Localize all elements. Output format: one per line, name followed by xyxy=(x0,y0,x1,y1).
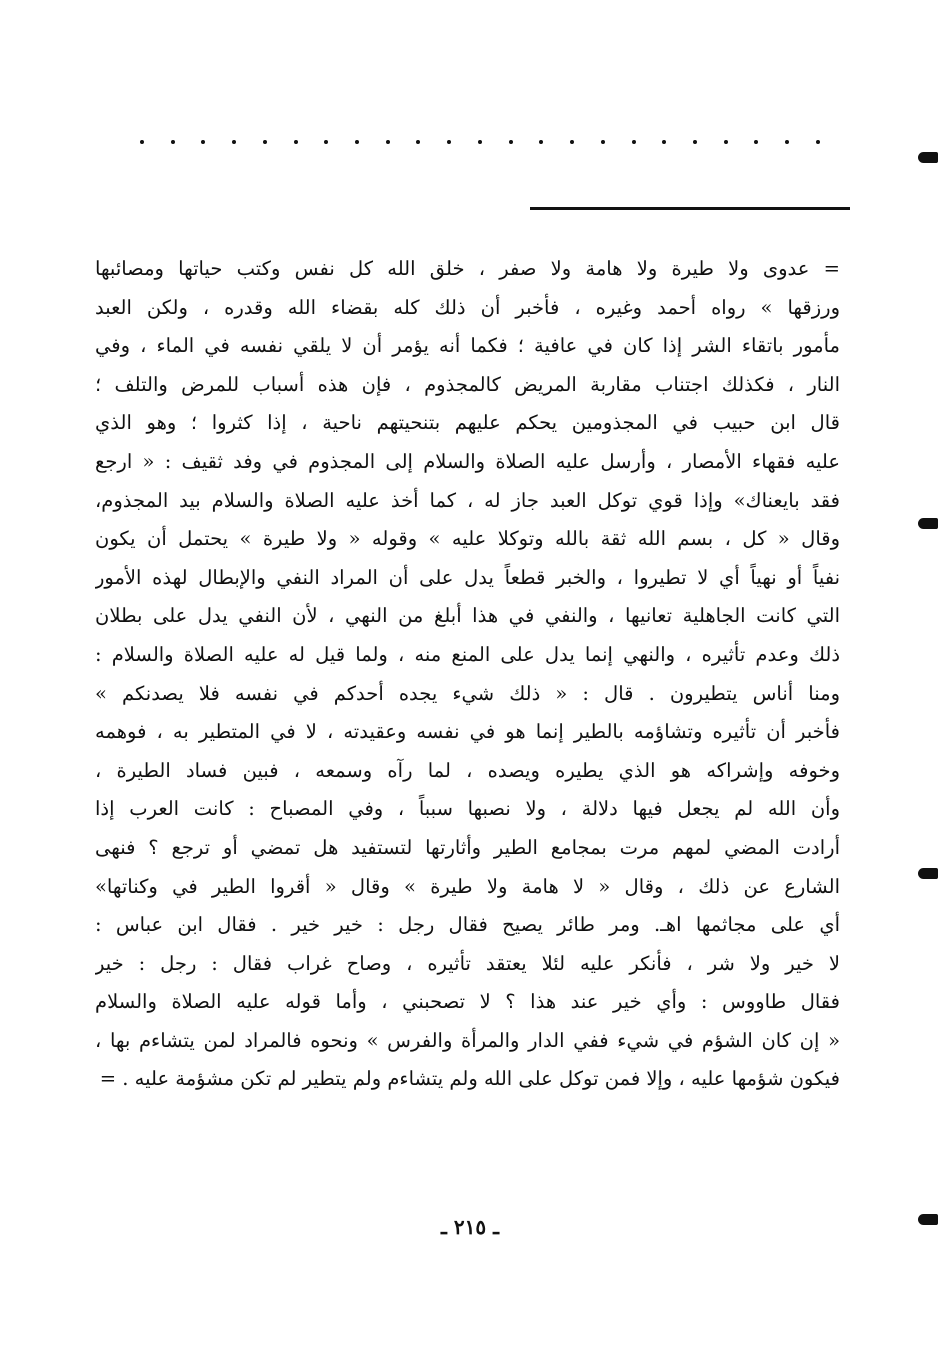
dot xyxy=(570,140,574,144)
text-line: عليه فقهاء الأمصار ، وأرسل عليه الصلاة والسلام إلى المجذوم في وفد ثقيف : « ارجع xyxy=(95,449,840,473)
text-line: فقد بايعناك» وإذا قوي توكل العبد جاز له ، كما أخذ عليه الصلاة والسلام بيد المجذوم، xyxy=(95,488,840,512)
page-number: ـ ٢١٥ ـ xyxy=(441,1215,499,1239)
dot xyxy=(447,140,451,144)
dot xyxy=(171,140,175,144)
dot xyxy=(232,140,236,144)
text-line: فيكون شؤمها عليه ، وإلا فمن توكل على الله ولم يتشاءم ولم يتطير لم تكن مشؤمة عليه . = xyxy=(99,1067,840,1091)
dot xyxy=(632,140,636,144)
dot xyxy=(601,140,605,144)
dot xyxy=(662,140,666,144)
text-line: مأمور باتقاء الشر إذا كان في عافية ؛ فكما أنه يؤمر أن لا يلقي نفسه في الماء ، وفي xyxy=(95,334,840,358)
dot xyxy=(509,140,513,144)
binding-mark xyxy=(918,152,938,163)
text-line: أي على مجاثمها اهـ. ومر طائر يصيح فقال رجل : خير خير . فقال ابن عباس : xyxy=(95,913,840,937)
text-line: قال ابن حبيب في المجذومين يحكم عليهم بتنحيتهم ناحية ، إذا كثروا ؛ وهو الذي xyxy=(95,411,840,435)
binding-mark xyxy=(918,868,938,879)
text-line: ومنا أناس يتطيرون . قال : « ذلك شيء يجده أحدكم في نفسه فلا يصدنكم » xyxy=(95,681,840,705)
text-line: وقال « كل ، بسم الله ثقة بالله وتوكلا عليه » وقوله « ولا طيرة » يحتمل أن يكون xyxy=(95,527,840,551)
text-line: لا خير ولا شر ، فأنكر عليه لئلا يعتقد تأثيره ، وصاح غراب فقال : رجل : خير xyxy=(95,951,840,975)
text-line: الشارع عن ذلك ، وقال « لا هامة ولا طيرة » وقال « أقروا الطير في وكناتها» xyxy=(95,874,840,898)
text-line: نفياً أو نهياً أي لا تطيروا ، والخبر قطعاً يدل على أن المراد النفي والإبطال لهذه الأمور xyxy=(95,565,840,589)
dot xyxy=(785,140,789,144)
text-line: النار ، فكذلك اجتناب مقاربة المريض كالمجذوم ، فإن هذه أسباب للمرض والتلف ؛ xyxy=(95,372,840,396)
dot xyxy=(263,140,267,144)
dot xyxy=(754,140,758,144)
binding-mark xyxy=(918,518,938,529)
dot xyxy=(724,140,728,144)
dot xyxy=(140,140,144,144)
dot xyxy=(478,140,482,144)
text-line: فقال طاووس : وأي خير عند هذا ؟ لا تصحبني ، وأما قوله عليه الصلاة والسلام xyxy=(95,990,840,1014)
dot xyxy=(539,140,543,144)
text-line: وخوفه وإشراكه هو الذي يطيره ويصده ، لما رآه وسمعه ، فبين فساد الطيرة ، xyxy=(95,758,840,782)
dotted-separator xyxy=(140,140,820,144)
dot xyxy=(294,140,298,144)
text-line: فأخبر أن تأثيره وتشاؤمه بالطير إنما هو في نفسه وعقيدته ، لا في المتطير به ، فوهمه xyxy=(95,720,840,744)
dot xyxy=(355,140,359,144)
dot xyxy=(201,140,205,144)
dot xyxy=(416,140,420,144)
text-line: = عدوى ولا طيرة ولا هامة ولا صفر ، خلق الله كل نفس وكتب حياتها ومصائبها xyxy=(95,257,840,280)
dot xyxy=(693,140,697,144)
text-line: التي كانت الجاهلية تعانيها ، والنفي في هذا أبلغ من النهي ، لأن النفي يدل على بطلان xyxy=(95,604,840,628)
text-line: وأن الله لم يجعل فيها دلالة ، ولا نصبها سبباً ، وفي المصباح : كانت العرب إذا xyxy=(95,797,840,821)
binding-mark xyxy=(918,1214,938,1225)
footnote-text xyxy=(95,250,840,1099)
footnote-rule xyxy=(530,207,850,210)
text-line: ورزقها » رواه أحمد وغيره ، فأخبر أن ذلك كله بقضاء الله وقدره ، ولكن العبد xyxy=(95,295,840,319)
dot xyxy=(324,140,328,144)
dot xyxy=(386,140,390,144)
text-line: ذلك وعدم تأثيره ، والنهي إنما يدل على المنع منه ، ولما قيل له عليه الصلاة والسلام : xyxy=(95,642,840,666)
dot xyxy=(816,140,820,144)
text-line: أرادت المضي لمهم مرت بمجامع الطير وأثارتها لتستفيد هل تمضي أو ترجع ؟ فنهى xyxy=(95,835,840,859)
text-line: « إن كان الشؤم في شيء ففي الدار والمرأة والفرس » ونحوه فالمراد لمن يتشاءم بها ، xyxy=(95,1028,840,1052)
